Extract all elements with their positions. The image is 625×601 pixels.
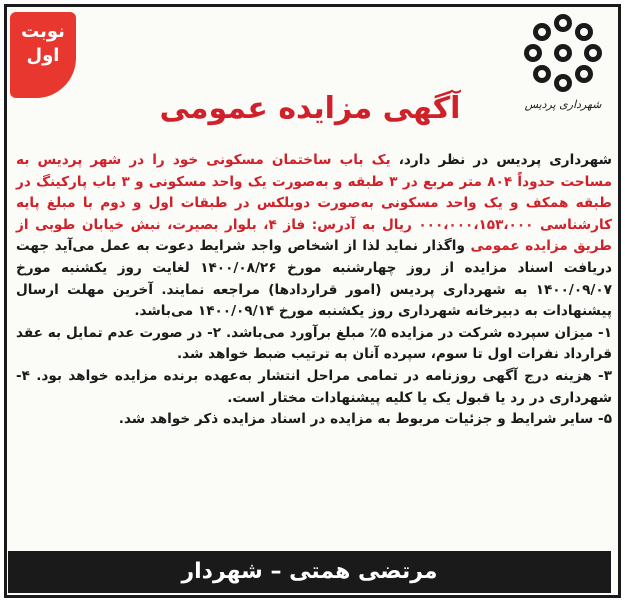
badge-line1: نوبت <box>21 21 65 42</box>
property-description: یک باب ساختمان مسکونی خود را در شهر پردیس به مساحت حدوداً ۸۰۴ متر مربع در ۳ طبقه و به‌صورت یک واحد مسکونی و ۳ باب پارکینگ در طبقه همکف و یک واحد مسکونی به‌صورت دوبلکس در طبقات اول و دوم با مبلغ پایه کارشناسی ۰۰۰،۰۰۰،۱۵۳،۰۰۰ ریال به آدرس: فاز ۴، بلوار بصیرت، نبش خیابان طوبی از طریق مزایده عمومی <box>16 152 613 255</box>
instructions-text: واگذار نماید لذا از اشخاص واجد شرایط دعوت به عمل می‌آید جهت دریافت اسناد مزایده از روز چهارشنبه مورخ ۱۴۰۰/۰۸/۲۶ لغایت روز یکشنبه مورخ ۱۴۰۰/۰۹/۰۷ به شهرداری پردیس (امور قراردادها) مراجعه نمایند. آخرین مهلت ارسال پیشنهادات به دبیرخانه شهرداری روز یکشنبه مورخ ۱۴۰۰/۰۹/۱۴ می‌باشد. <box>16 238 612 320</box>
ad-body <box>16 150 612 431</box>
municipality-logo <box>515 10 611 122</box>
mayor-signature-bar: مرتضی همتی – شهردار <box>8 551 611 593</box>
flower-logo-icon <box>520 10 606 96</box>
condition-item: ۵- سایر شرایط و جزئیات مربوط به مزایده در اسناد مزایده ذکر خواهد شد. <box>118 411 612 428</box>
lead-text: شهرداری پردیس <box>496 152 612 168</box>
main-paragraph <box>16 150 612 323</box>
badge-line2: اول <box>26 45 60 66</box>
intro-text: در نظر دارد، <box>390 152 497 168</box>
condition-item: ۳- هزینه درج آگهی روزنامه در تمامی مراحل انتشار به‌عهده برنده مزایده خواهد بود. ۴- شهرداری در رد یا قبول یک یا کلیه پیشنهادات مختار است. <box>16 367 612 406</box>
ad-title: آگهی مزایده عمومی <box>159 91 461 126</box>
condition-item: ۱- میزان سپرده شرکت در مزایده ۵٪ مبلغ برآورد می‌باشد. ۲- در صورت عدم تمایل به عقد قرارداد نفرات اول تا سوم، سپرده آنان به ترتیب ضبط خواهد شد. <box>16 324 613 363</box>
logo-caption: شهرداری پردیس <box>524 98 602 111</box>
